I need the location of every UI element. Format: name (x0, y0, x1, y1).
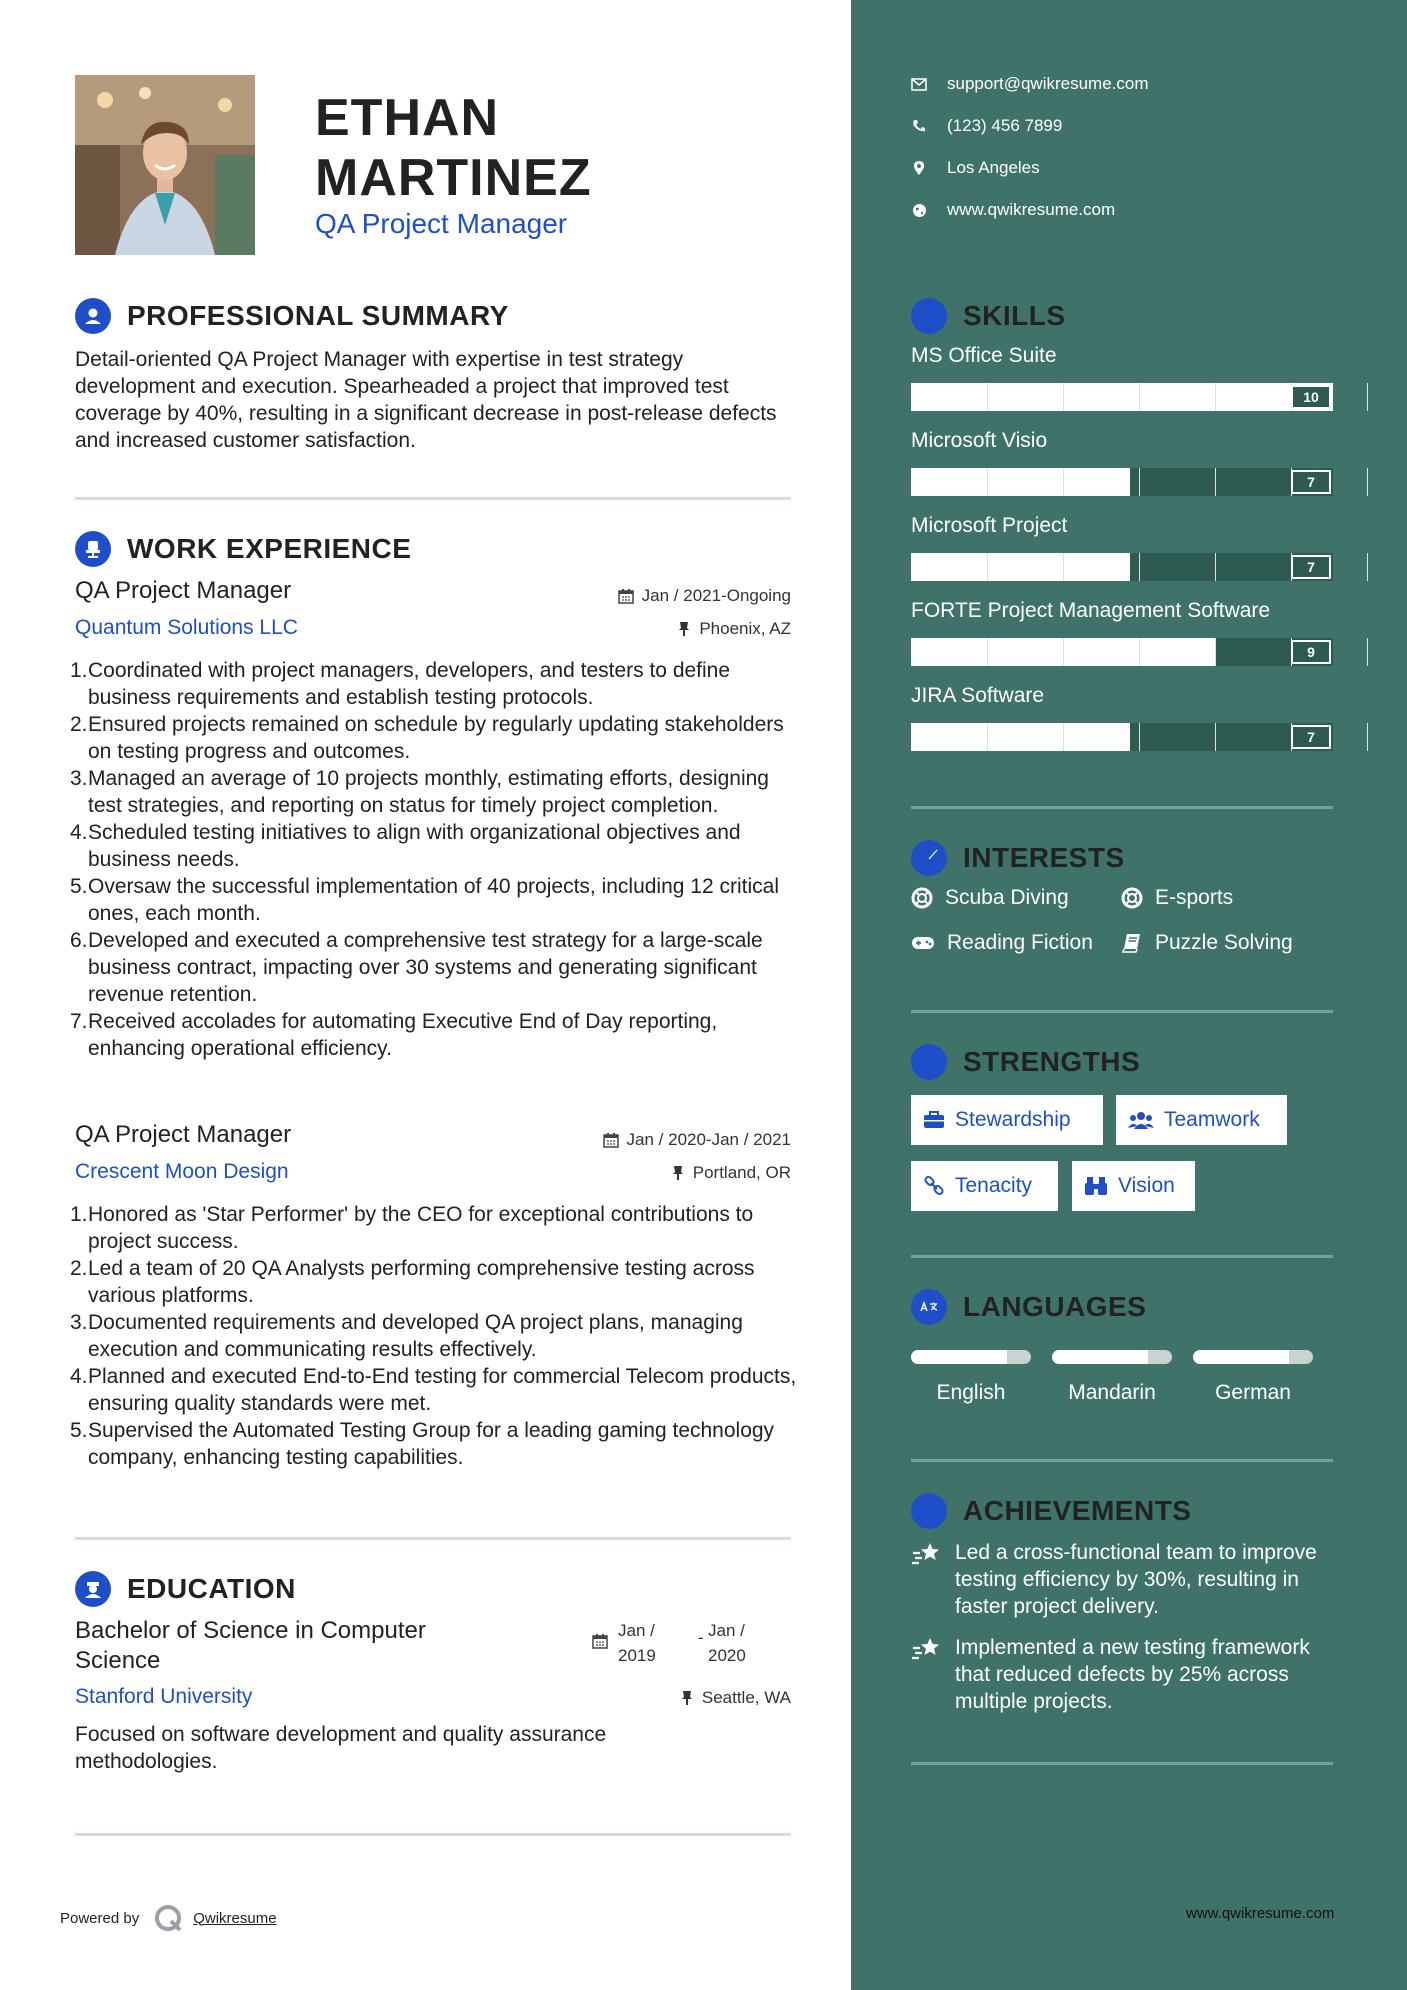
strength-tenacity (911, 1161, 1058, 1211)
edu-start-year: 2019 (618, 1646, 656, 1665)
email-text: support@qwikresume.com (947, 74, 1149, 93)
job-2-role: QA Project Manager (75, 1121, 292, 1148)
strength-label: Tenacity (955, 1174, 1033, 1197)
edu-end-year: 2020 (708, 1646, 746, 1665)
calendar-icon (592, 1633, 608, 1649)
skill-segment-divider (1063, 383, 1064, 411)
education-description: Focused on software development and quality assurance methodologies. (75, 1723, 607, 1773)
achievements-header (911, 1493, 1191, 1529)
strength-vision (1072, 1161, 1195, 1211)
job-2-bullets (70, 1201, 800, 1471)
lightbulb-icon (911, 298, 947, 334)
skill-score: 7 (1291, 470, 1331, 494)
skill-name: MS Office Suite (911, 344, 1057, 367)
skill-fill (911, 468, 1130, 496)
book-icon (1121, 932, 1143, 954)
interest-puzzle-solving (1121, 931, 1293, 955)
skill-segment-divider (1063, 638, 1064, 666)
summary-header (75, 298, 509, 334)
pin-icon (677, 621, 691, 637)
contact-website[interactable] (911, 200, 1115, 220)
skill-segment-divider (1215, 723, 1216, 751)
language-level-fill (911, 1350, 1007, 1364)
interest-reading-fiction (911, 931, 1093, 955)
languages-title: LANGUAGES (963, 1291, 1147, 1322)
candidate-name (315, 88, 592, 208)
lifebuoy-icon (1121, 887, 1143, 909)
phone-icon (911, 118, 927, 134)
qwikresume-link[interactable]: Qwikresume (193, 1909, 277, 1927)
user-icon (75, 298, 111, 334)
job-title: QA Project Manager (315, 208, 568, 239)
profile-photo (75, 75, 255, 255)
work-header (75, 531, 411, 567)
achievement-text: Implemented a new testing framework that reduced defects by 25% across multiple projects. (955, 1636, 1310, 1713)
skill-bar (911, 383, 1333, 411)
interests-title: INTERESTS (963, 842, 1125, 873)
section-divider (75, 497, 791, 500)
list-item: 1. Honored as 'Star Performer' by the CEO for exceptional contributions to project success. (70, 1203, 754, 1253)
skills-title: SKILLS (963, 300, 1066, 331)
language-name: Mandarin (1068, 1381, 1156, 1404)
list-item: 3. Documented requirements and developed QA project plans, managing execution and communicating results effectively. (70, 1311, 743, 1361)
skill-segment-divider (1367, 638, 1368, 666)
skill-name: Microsoft Visio (911, 429, 1048, 452)
strength-label: Teamwork (1164, 1108, 1260, 1131)
skill-segment-divider (1215, 468, 1216, 496)
summary-title: PROFESSIONAL SUMMARY (127, 300, 509, 331)
interest-label: Reading Fiction (947, 931, 1093, 954)
skill-segment-divider (1139, 638, 1140, 666)
skill-segment-divider (1139, 553, 1140, 581)
language-level-bar (911, 1350, 1031, 1364)
skill-bar (911, 553, 1333, 581)
powered-by-label: Powered by (60, 1909, 140, 1927)
skill-segment-divider (987, 553, 988, 581)
skill-name: JIRA Software (911, 684, 1045, 707)
edu-date-separator: - (698, 1628, 704, 1647)
language-level-fill (1193, 1350, 1289, 1364)
contact-email[interactable] (911, 74, 1149, 94)
language-name: English (936, 1381, 1006, 1404)
briefcase-chair-icon (75, 531, 111, 567)
strength-label: Stewardship (955, 1108, 1071, 1131)
skill-segment-divider (987, 468, 988, 496)
job-2-dates (500, 1130, 791, 1150)
skill-segment-divider (1215, 383, 1216, 411)
lifebuoy-icon (911, 887, 933, 909)
interests-header (911, 840, 1125, 876)
education-header (75, 1571, 296, 1607)
calendar-icon (618, 588, 634, 604)
shooting-star-icon (911, 1636, 943, 1664)
skill-segment-divider (1215, 553, 1216, 581)
achievement-text: Led a cross-functional team to improve testing efficiency by 30%, resulting in faster project delivery. (955, 1541, 1317, 1618)
section-divider (911, 1459, 1333, 1462)
skill-segment-divider (1139, 723, 1140, 751)
education-location (540, 1688, 791, 1708)
phone-text: (123) 456 7899 (947, 116, 1063, 135)
language-name: German (1215, 1381, 1291, 1404)
list-item: 2. Ensured projects remained on schedule by regularly updating stakeholders on testing progress and outcomes. (70, 713, 784, 763)
section-divider (911, 1010, 1333, 1013)
skill-segment-divider (1063, 723, 1064, 751)
skill-name: Microsoft Project (911, 514, 1068, 537)
envelope-icon (911, 76, 927, 92)
skill-fill (911, 723, 1130, 751)
education-dates (592, 1618, 792, 1668)
strength-teamwork (1116, 1095, 1287, 1145)
first-name: ETHAN (315, 89, 500, 147)
list-item: 4. Planned and executed End-to-End testing for commercial Telecom products, ensuring quality standards were met. (70, 1365, 797, 1415)
interest-label: E-sports (1155, 886, 1234, 909)
language-level-bar (1052, 1350, 1172, 1364)
users-icon (1128, 1110, 1154, 1130)
degree: Bachelor of Science in Computer Science (75, 1617, 426, 1674)
section-divider (911, 1762, 1333, 1765)
education-location-text: Seattle, WA (701, 1688, 791, 1707)
strength-label: Vision (1118, 1174, 1175, 1197)
interest-e-sports (1121, 886, 1233, 910)
job-1-company: Quantum Solutions LLC (75, 616, 298, 639)
skill-name: FORTE Project Management Software (911, 599, 1271, 622)
section-divider (75, 1833, 791, 1836)
achievement-item (911, 1539, 1341, 1620)
skill-segment-divider (1063, 468, 1064, 496)
paper-plane-icon (911, 840, 947, 876)
skills-header (911, 298, 1066, 334)
contact-phone[interactable] (911, 116, 1062, 136)
job-1-role: QA Project Manager (75, 577, 292, 604)
skill-fill (911, 553, 1130, 581)
skill-segment-divider (987, 383, 988, 411)
skill-segment-divider (1367, 383, 1368, 411)
section-divider (911, 806, 1333, 809)
skill-score: 7 (1291, 555, 1331, 579)
list-item: 5. Oversaw the successful implementation of 40 projects, including 12 critical ones, each month. (70, 875, 779, 925)
edu-start-month: Jan / (618, 1621, 655, 1640)
pin-icon (671, 1165, 685, 1181)
list-item: 6. Developed and executed a comprehensive test strategy for a large-scale business contract, impacting over 30 systems and generating significant revenue retention. (70, 929, 763, 1006)
languages-header (911, 1289, 1146, 1325)
skill-segment-divider (1367, 723, 1368, 751)
last-name: MARTINEZ (315, 149, 592, 207)
strengths-title: STRENGTHS (963, 1046, 1141, 1077)
job-2-location-text: Portland, OR (692, 1163, 791, 1182)
edu-end-month: Jan / (708, 1621, 745, 1640)
skill-segment-divider (1139, 383, 1140, 411)
skill-segment-divider (1063, 553, 1064, 581)
list-item: 4. Scheduled testing initiatives to align with organizational objectives and business needs. (70, 821, 741, 871)
job-2-location (540, 1163, 791, 1183)
job-1-location (540, 619, 791, 639)
binoculars-icon (1084, 1175, 1108, 1197)
education-title: EDUCATION (127, 1573, 296, 1604)
footer-url[interactable]: www.qwikresume.com (1186, 1905, 1335, 1922)
location-text: Los Angeles (947, 158, 1040, 177)
achievements-title: ACHIEVEMENTS (963, 1495, 1192, 1526)
skill-segment-divider (1367, 553, 1368, 581)
globe-icon (911, 202, 927, 218)
job-1-location-text: Phoenix, AZ (699, 619, 791, 638)
interest-label: Puzzle Solving (1155, 931, 1293, 954)
skill-score: 7 (1291, 725, 1331, 749)
calendar-icon (603, 1132, 619, 1148)
skill-segment-divider (987, 638, 988, 666)
link-icon (923, 1175, 945, 1197)
skill-fill (911, 383, 1333, 411)
achievement-item (911, 1634, 1341, 1715)
list-item: 1. Coordinated with project managers, developers, and testers to define business requirements and establish testing protocols. (70, 659, 731, 709)
pin-icon (680, 1690, 694, 1706)
language-level-bar (1193, 1350, 1313, 1364)
job-1-bullets (70, 657, 800, 1062)
skill-score: 9 (1291, 640, 1331, 664)
footer-powered (60, 1903, 277, 1933)
skill-segment-divider (987, 723, 988, 751)
school: Stanford University (75, 1685, 253, 1708)
skill-bar (911, 638, 1333, 666)
graduate-icon (75, 1571, 111, 1607)
list-item: 2. Led a team of 20 QA Analysts performing comprehensive testing across various platforms. (70, 1257, 755, 1307)
skill-bar (911, 468, 1333, 496)
fist-icon (911, 1044, 947, 1080)
location-pin-icon (911, 160, 927, 176)
job-1-dates-text: Jan / 2021-Ongoing (641, 586, 791, 605)
section-divider (75, 1537, 791, 1540)
skill-segment-divider (1367, 468, 1368, 496)
skill-score: 10 (1291, 385, 1331, 409)
section-divider (911, 1255, 1333, 1258)
summary-text: Detail-oriented QA Project Manager with expertise in test strategy development and execution. Spearheaded a project that improved test coverage by 40%, resulting in a significant decrease in post-release defects and increased customer satisfaction. (75, 348, 777, 452)
contact-location (911, 158, 1040, 178)
list-item: 7. Received accolades for automating Executive End of Day reporting, enhancing operational efficiency. (70, 1010, 718, 1060)
language-level-fill (1052, 1350, 1148, 1364)
briefcase-icon (923, 1110, 945, 1130)
star-badge-icon (911, 1493, 947, 1529)
website-text: www.qwikresume.com (947, 200, 1116, 219)
job-2-company: Crescent Moon Design (75, 1160, 289, 1183)
interest-label: Scuba Diving (945, 886, 1069, 909)
qwikresume-logo-icon (153, 1903, 183, 1933)
job-2-dates-text: Jan / 2020-Jan / 2021 (626, 1130, 791, 1149)
job-1-dates (540, 586, 791, 606)
strengths-header (911, 1044, 1140, 1080)
gamepad-icon (911, 935, 935, 951)
interest-scuba-diving (911, 886, 1069, 910)
work-title: WORK EXPERIENCE (127, 533, 412, 564)
translate-icon (911, 1289, 947, 1325)
skill-segment-divider (1139, 468, 1140, 496)
skill-segment-divider (1215, 638, 1216, 666)
strength-stewardship (911, 1095, 1103, 1145)
shooting-star-icon (911, 1541, 943, 1569)
skill-bar (911, 723, 1333, 751)
list-item: 3. Managed an average of 10 projects monthly, estimating efforts, designing test strategies, and reporting on status for timely project completion. (70, 767, 769, 817)
list-item: 5. Supervised the Automated Testing Group for a leading gaming technology company, enhancing testing capabilities. (70, 1419, 775, 1469)
